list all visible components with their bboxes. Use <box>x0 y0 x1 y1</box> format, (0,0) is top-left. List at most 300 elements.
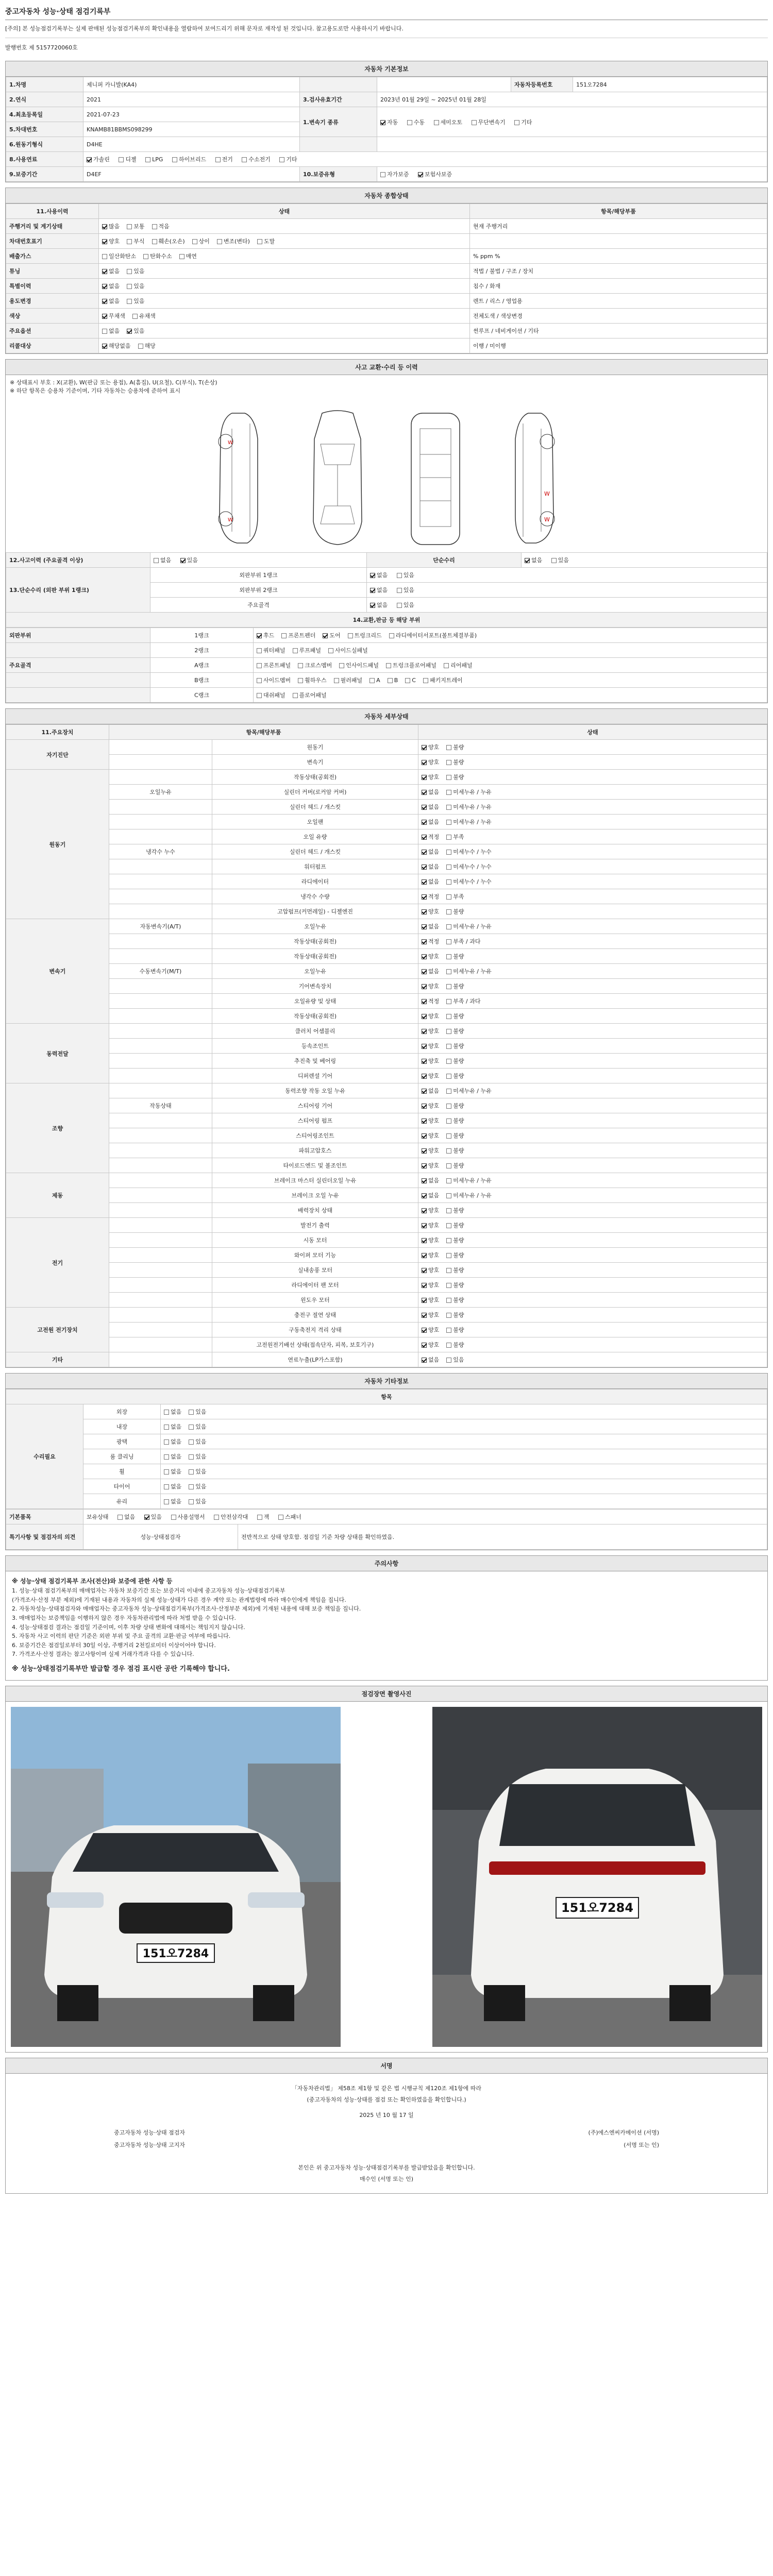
checkbox[interactable] <box>446 850 451 855</box>
detail-sub <box>109 1083 212 1098</box>
checkbox[interactable] <box>422 879 427 885</box>
checkbox[interactable] <box>192 239 197 244</box>
other-row <box>6 1449 767 1464</box>
rear-photo <box>432 1707 762 2047</box>
checkbox[interactable] <box>422 865 427 870</box>
checkbox[interactable] <box>422 1283 427 1288</box>
checkbox[interactable] <box>446 894 451 900</box>
detail-state: 양호 불량 <box>418 904 767 919</box>
detail-state: 양호 불량 <box>418 1113 767 1128</box>
state-options: 없음 있음 <box>99 279 470 294</box>
checkbox[interactable] <box>422 760 427 765</box>
detail-state: 양호 불량 <box>418 770 767 785</box>
detail-state: 양호 불량 <box>418 1158 767 1173</box>
detail-state: 양호 불량 <box>418 979 767 994</box>
checkbox[interactable] <box>422 909 427 914</box>
simple-repair-options: 없음 있음 <box>522 553 767 568</box>
detail-state: 양호 불량 <box>418 1098 767 1113</box>
checkbox[interactable] <box>257 648 262 653</box>
detail-sub <box>109 1278 212 1293</box>
checkbox[interactable] <box>422 1148 427 1154</box>
checkbox[interactable] <box>102 224 107 229</box>
detail-row <box>6 1323 767 1337</box>
note-line: 2. 자동차성능·상태점검자와 매매업자는 중고자동차 성능·상태점검기록부(가격조사·산정부분 제외)에 기재된 내용에 대해 보증 책임을 집니다. <box>12 1605 361 1613</box>
detail-row <box>6 800 767 815</box>
detail-item: 파워고압호스 <box>212 1143 418 1158</box>
detail-item: 고전원전기배선 상태(접속단자, 피복, 보호기구) <box>212 1337 418 1352</box>
detail-item: 냉각수 수량 <box>212 889 418 904</box>
detail-sub <box>109 1352 212 1367</box>
checkbox[interactable] <box>87 157 92 162</box>
checkbox[interactable] <box>446 954 451 959</box>
checkbox[interactable] <box>102 239 107 244</box>
state-label: 주요옵션 <box>6 324 99 338</box>
checkbox[interactable] <box>446 820 451 825</box>
state-label: 리콜대상 <box>6 338 99 353</box>
checkbox[interactable] <box>446 1253 451 1258</box>
detail-item: 스티어링조인트 <box>212 1128 418 1143</box>
detail-item: 작동상태(공회전) <box>212 934 418 949</box>
checkbox[interactable] <box>154 558 159 563</box>
note-line: 4. 성능·상태점검 결과는 점검일 기준이며, 이후 차량 상태 변화에 대해서는 책임지지 않습니다. <box>12 1623 245 1631</box>
checkbox[interactable] <box>179 254 184 259</box>
parts-rank: 2랭크 <box>150 643 254 658</box>
car-right-side-diagram <box>495 408 572 547</box>
checkbox[interactable] <box>102 344 107 349</box>
detail-group: 조향 <box>6 1083 109 1173</box>
detail-sub <box>109 740 212 755</box>
checkbox[interactable] <box>164 1484 169 1489</box>
warranty-options: 자가보증 보험사보증 <box>377 167 767 182</box>
checkbox[interactable] <box>370 603 375 608</box>
checkbox[interactable] <box>472 120 477 125</box>
checkbox[interactable] <box>388 678 393 683</box>
checkbox[interactable] <box>152 239 157 244</box>
checkbox[interactable] <box>422 1178 427 1183</box>
notes-body: ※ 성능·상태 점검기록부 조사(전산)와 보증에 관한 사항 등 1. 성능·상태 점검기록부의 매매업자는 자동차 보증기간 또는 보증거리 이내에 중고자동차 성능·상태점검기록부 (가격조사·산정 부분 제외)에 기재된 내용과 자동차의 실제 성능·상태가 다른 경우 계약 또는 관계법령에 따라 매수인에게 책임을 집니다. 2. 자동차성능·상태점검자와 매매업자는 중고자동차 성능·상태점검기록부(가격조사·산정부분 제외)에 기재된 내용에 대해 보증 책임을 집니다. 3. 매매업자는 보증책임을 이행하지 않은 경우 자동차관리법에 따라 처벌 받을 수 있습니다. 4. 성능·상태점검 결과는 점검일 기준이며, 이후 차량 상태 변화에 대해서는 책임지지 않습니다. 5. 자동차 사고 이력의 판단 기준은 외판 부위 및 주요 골격의 교환·판금 여부에 따릅니다. 6. 보증기간은 점검일로부터 30일 이상, 주행거리 2천킬로미터 이상이어야 합니다. 7. 가격조사·산정 결과는 참고사항이며 실제 거래가격과 다를 수 있습니다. ※ 성능·상태점검기록부만 발급할 경우 점검 표시란 공란 기록해야 합니다. <box>6 1571 767 1680</box>
checkbox[interactable] <box>380 172 385 177</box>
checkbox[interactable] <box>446 1208 451 1213</box>
note-line: 3. 매매업자는 보증책임을 이행하지 않은 경우 자동차관리법에 따라 처벌 받을 수 있습니다. <box>12 1614 236 1621</box>
detail-sub <box>109 979 212 994</box>
checkbox[interactable] <box>422 1208 427 1213</box>
checkbox[interactable] <box>257 663 262 668</box>
checkbox[interactable] <box>334 678 339 683</box>
checkbox[interactable] <box>422 984 427 989</box>
checkbox[interactable] <box>323 633 328 638</box>
other-options: 없음 있음 <box>161 1494 767 1509</box>
detail-group: 전기 <box>6 1218 109 1308</box>
field-value: 2023년 01월 29일 ~ 2025년 01월 28일 <box>377 92 767 107</box>
checkbox[interactable] <box>446 1238 451 1243</box>
checkbox[interactable] <box>446 1313 451 1318</box>
detail-item: 추진축 및 베어링 <box>212 1054 418 1069</box>
checkbox[interactable] <box>446 1148 451 1154</box>
detail-item: 오일유량 및 상태 <box>212 994 418 1009</box>
checkbox[interactable] <box>446 1193 451 1198</box>
checkbox[interactable] <box>132 314 138 319</box>
checkbox[interactable] <box>422 1089 427 1094</box>
checkbox[interactable] <box>189 1469 194 1475</box>
checkbox[interactable] <box>446 999 451 1004</box>
checkbox[interactable] <box>422 924 427 929</box>
checkbox[interactable] <box>397 588 402 593</box>
checkbox[interactable] <box>298 678 303 683</box>
detail-row <box>6 1098 767 1113</box>
checkbox[interactable] <box>446 924 451 929</box>
detail-row <box>6 889 767 904</box>
page-title: 중고자동차 성능·상태 점검기록부 <box>5 5 768 20</box>
checkbox[interactable] <box>143 254 148 259</box>
other-label: 휠 <box>83 1464 161 1479</box>
price-label: 9.보증기간 <box>6 167 83 182</box>
checkbox[interactable] <box>422 1328 427 1333</box>
checkbox[interactable] <box>422 745 427 750</box>
checkbox[interactable] <box>446 1014 451 1019</box>
detail-state-heading: 자동차 세부상태 <box>6 709 767 724</box>
checkbox[interactable] <box>422 805 427 810</box>
checkbox[interactable] <box>446 1268 451 1273</box>
checkbox[interactable] <box>293 693 298 698</box>
checkbox[interactable] <box>102 269 107 274</box>
parts-group <box>6 643 150 658</box>
checkbox[interactable] <box>422 1104 427 1109</box>
checkbox[interactable] <box>298 663 303 668</box>
checkbox[interactable] <box>444 663 449 668</box>
checkbox[interactable] <box>102 284 107 289</box>
frame-label: 13.단순수리 (외판 부위 1랭크) <box>6 568 150 613</box>
checkbox[interactable] <box>422 820 427 825</box>
detail-row <box>6 1218 767 1233</box>
detail-item: 실내송풍 모터 <box>212 1263 418 1278</box>
checkbox[interactable] <box>446 1104 451 1109</box>
checkbox[interactable] <box>422 1133 427 1139</box>
car-diagrams <box>6 398 767 552</box>
checkbox[interactable] <box>397 573 402 578</box>
detail-row <box>6 1009 767 1024</box>
detail-row <box>6 1143 767 1158</box>
checkbox[interactable] <box>217 239 222 244</box>
checkbox[interactable] <box>405 678 410 683</box>
other-row <box>6 1479 767 1494</box>
photos-section <box>5 1686 768 2053</box>
detail-sub <box>109 1233 212 1248</box>
checkbox[interactable] <box>422 835 427 840</box>
checkbox[interactable] <box>422 1044 427 1049</box>
checkbox[interactable] <box>164 1410 169 1415</box>
checkbox[interactable] <box>422 1014 427 1019</box>
checkbox[interactable] <box>446 939 451 944</box>
accident-table: 12.사고이력 (주요골격 이상) 없음 있음 단순수리 없음 있음 13.단순수리 (외판 부위 1랭크) 외판부위 1랭크 없음 있음 외판부위 2랭크 없음 있음 주요골격 없음 있음 14.교환,판금 등 해당 부위 <box>6 552 767 628</box>
detail-row <box>6 755 767 770</box>
detail-row <box>6 1203 767 1218</box>
state-label: 용도변경 <box>6 294 99 309</box>
checkbox[interactable] <box>339 663 344 668</box>
checkbox[interactable] <box>164 1439 169 1445</box>
state-detail: % ppm % <box>470 249 767 264</box>
checkbox[interactable] <box>446 1089 451 1094</box>
checkbox[interactable] <box>189 1425 194 1430</box>
parts-options: 쿼터패널 루프패널 사이드실패널 <box>254 643 767 658</box>
basic-items-label: 기본품목 <box>6 1510 83 1524</box>
plate-front: 151오7284 <box>142 1947 209 1960</box>
checkbox[interactable] <box>446 760 451 765</box>
checkbox[interactable] <box>525 558 530 563</box>
checkbox[interactable] <box>189 1454 194 1460</box>
checkbox[interactable] <box>380 120 385 125</box>
checkbox[interactable] <box>127 284 132 289</box>
checkbox[interactable] <box>446 1029 451 1034</box>
checkbox[interactable] <box>281 633 287 638</box>
checkbox[interactable] <box>551 558 557 563</box>
notes-warning: ※ 성능·상태점검기록부만 발급할 경우 점검 표시란 공란 기록해야 합니다. <box>12 1665 230 1673</box>
checkbox[interactable] <box>446 969 451 974</box>
detail-sub <box>109 994 212 1009</box>
checkbox[interactable] <box>257 239 262 244</box>
checkbox[interactable] <box>446 775 451 780</box>
detail-row <box>6 815 767 829</box>
checkbox[interactable] <box>164 1454 169 1460</box>
detail-state: 없음 미세누유 / 누유 <box>418 1083 767 1098</box>
checkbox[interactable] <box>152 224 157 229</box>
checkbox[interactable] <box>446 1059 451 1064</box>
warranty-label: 10.보증유형 <box>300 167 377 182</box>
detail-sub <box>109 1293 212 1308</box>
signature-body: 「자동차관리법」 제58조 제1항 및 같은 법 시행규칙 제120조 제1항에 따라 (중고자동차의 성능·상태를 점검 또는 확인하였음을 확인합니다.) 2025 년 10 월 17 일 중고자동차 성능·상태 점검자 (주)에스엔씨카메이션 (서명) 중고자동차 성능·상태 고지자 (서명 또는 인) 본인은 위 중고자동차 성능·상태점검기록부를 발급받았음을 확인합니다. 매수인 (서명 또는 인) <box>6 2074 767 2193</box>
checkbox[interactable] <box>189 1439 194 1445</box>
checkbox[interactable] <box>446 865 451 870</box>
detail-sub: 자동변속기(A/T) <box>109 919 212 934</box>
detail-row <box>6 1158 767 1173</box>
checkbox[interactable] <box>257 1515 262 1520</box>
checkbox[interactable] <box>422 939 427 944</box>
other-row <box>6 1494 767 1509</box>
checkbox[interactable] <box>446 1223 451 1228</box>
exterior-heading: 사고 교환·수리 등 이력 <box>6 360 767 375</box>
detail-row <box>6 785 767 800</box>
checkbox[interactable] <box>180 558 186 563</box>
checkbox[interactable] <box>102 254 107 259</box>
checkbox[interactable] <box>119 157 124 162</box>
checkbox[interactable] <box>446 1044 451 1049</box>
checkbox[interactable] <box>446 1163 451 1168</box>
checkbox[interactable] <box>422 1223 427 1228</box>
checkbox[interactable] <box>189 1499 194 1504</box>
checkbox[interactable] <box>446 1178 451 1183</box>
checkbox[interactable] <box>171 1515 176 1520</box>
parts-row <box>6 688 767 703</box>
detail-group: 원동기 <box>6 770 109 919</box>
checkbox[interactable] <box>257 693 262 698</box>
checkbox[interactable] <box>446 1343 451 1348</box>
detail-item: 시동 모터 <box>212 1233 418 1248</box>
detail-row <box>6 904 767 919</box>
checkbox[interactable] <box>422 1163 427 1168</box>
accident-options: 없음 있음 <box>150 553 367 568</box>
checkbox[interactable] <box>102 329 107 334</box>
special-text: 전반적으로 상태 양호함. 점검일 기준 차량 상태를 확인하였음. <box>238 1524 767 1550</box>
col-header: 상태 <box>99 204 470 219</box>
detail-row <box>6 1128 767 1143</box>
checkbox[interactable] <box>164 1425 169 1430</box>
checkbox[interactable] <box>145 157 150 162</box>
detail-state: 양호 불량 <box>418 1039 767 1054</box>
checkbox[interactable] <box>422 1029 427 1034</box>
checkbox[interactable] <box>446 984 451 989</box>
checkbox[interactable] <box>257 633 262 638</box>
checkbox[interactable] <box>446 1118 451 1124</box>
checkbox[interactable] <box>102 299 107 304</box>
checkbox[interactable] <box>164 1499 169 1504</box>
field-label: 5.차대번호 <box>6 122 83 137</box>
state-row <box>6 324 767 338</box>
checkbox[interactable] <box>397 603 402 608</box>
trans-options: 자동 수동 세미오토 무단변속기 기타 <box>377 107 767 137</box>
detail-sub <box>109 1039 212 1054</box>
detail-item: 변속기 <box>212 755 418 770</box>
checkbox[interactable] <box>242 157 247 162</box>
checkbox[interactable] <box>422 999 427 1004</box>
detail-state-table: 11.주요장치 항목/해당부품 상태 자기진단 원동기 양호 불량 변속기 양호 불량 원동기 작동상태(공회전) 양호 불량 오일누유 실린더 커버(로커암 커버) 없음 미세누유 / 누유 실린더 헤드 / 개스킷 없음 미세누유 / 누유 오일팬 없음 미세누유 / 누유 오일 유량 적정 부족 냉각수 누수 실린더 헤드 / 개스킷 없음 미세누수 / 누수 워터펌프 없음 미세누수 / 누수 라디에이터 없음 미세누수 / 누수 냉각수 수량 적정 부족 고압펌프(커먼레일) - 디젤엔진 양호 불량 변속기 자동변속기(A/T) 오일누유 없음 미세누유 / 누유 작동상태(공회전) 적정 부족 / 과다 작동상태(공회전) 양호 불량 수동변속기(M/T) 오일누유 없음 미세누유 / 누유 기어변속장치 양호 불량 오일유량 및 상태 적정 부족 / 과다 작동상태(공회전) 양호 불량 동력전달 클러치 어셈블리 양호 불량 등속조인트 양호 불량 추진축 및 베어링 양호 불량 디퍼렌셜 기어 양호 불량 조향 동력조향 작동 오일 누유 없음 미세누유 / 누유 작동상태 스티어링 기어 양호 불량 스티어링 펌프 양호 불량 스티어링조인트 양호 불량 파워고압호스 양호 불량 타이로드엔드 및 볼조인트 양호 불량 제동 브레이크 마스터 실린더오일 누유 없음 미세누유 / 누유 브레이크 오일 누유 없음 미세누유 / 누유 배력장치 상태 양호 불량 전기 발전기 출력 양호 불량 시동 모터 양호 불량 와이퍼 모터 기능 양호 불량 실내송풍 모터 양호 불량 라디에이터 팬 모터 양호 불량 윈도우 모터 양호 불량 고전원 전기장치 충전구 절연 상태 양호 불량 구동축전지 격리 상태 양호 불량 고전원전기배선 상태(접속단자, 피복, 보호기구) 양호 불량 기타 연료누출(LP가스포함) 없음 있음 <box>6 724 767 1367</box>
other-label: 외장 <box>83 1404 161 1419</box>
checkbox[interactable] <box>422 969 427 974</box>
other-label: 룸 클리닝 <box>83 1449 161 1464</box>
checkbox[interactable] <box>370 573 375 578</box>
detail-item: 동력조향 작동 오일 누유 <box>212 1083 418 1098</box>
checkbox[interactable] <box>348 633 353 638</box>
overall-state-heading: 자동차 종합상태 <box>6 188 767 204</box>
state-options: 무채색 유채색 <box>99 309 470 324</box>
checkbox[interactable] <box>446 1074 451 1079</box>
checkbox[interactable] <box>434 120 439 125</box>
checkbox[interactable] <box>422 1074 427 1079</box>
checkbox[interactable] <box>446 790 451 795</box>
checkbox[interactable] <box>422 1059 427 1064</box>
checkbox[interactable] <box>422 1313 427 1318</box>
detail-state: 양호 불량 <box>418 1248 767 1263</box>
checkbox[interactable] <box>422 1238 427 1243</box>
checkbox[interactable] <box>127 239 132 244</box>
svg-text:W: W <box>544 490 550 497</box>
checkbox[interactable] <box>422 1253 427 1258</box>
checkbox[interactable] <box>422 1298 427 1303</box>
checkbox[interactable] <box>446 1298 451 1303</box>
field-label: 1.차명 <box>6 77 83 92</box>
checkbox[interactable] <box>422 775 427 780</box>
checkbox[interactable] <box>164 1469 169 1475</box>
checkbox[interactable] <box>407 120 412 125</box>
checkbox[interactable] <box>446 1358 451 1363</box>
checkbox[interactable] <box>215 157 221 162</box>
checkbox[interactable] <box>127 269 132 274</box>
checkbox[interactable] <box>257 678 262 683</box>
state-options: 없음 있음 <box>99 294 470 309</box>
detail-group: 변속기 <box>6 919 109 1024</box>
field-label: 6.원동기형식 <box>6 137 83 152</box>
checkbox[interactable] <box>389 633 394 638</box>
checkbox[interactable] <box>172 157 177 162</box>
checkbox[interactable] <box>446 1283 451 1288</box>
basic-info-heading: 자동차 기본정보 <box>6 61 767 77</box>
checkbox[interactable] <box>446 1133 451 1139</box>
checkbox[interactable] <box>370 588 375 593</box>
checkbox[interactable] <box>214 1515 219 1520</box>
checkbox[interactable] <box>189 1410 194 1415</box>
parts-options: 대쉬패널 플로어패널 <box>254 688 767 703</box>
checkbox[interactable] <box>278 1515 283 1520</box>
checkbox[interactable] <box>127 329 132 334</box>
state-options: 일산화탄소 탄화수소 매연 <box>99 249 470 264</box>
checkbox[interactable] <box>386 663 391 668</box>
checkbox[interactable] <box>328 648 333 653</box>
parts-rank: B랭크 <box>150 673 254 688</box>
checkbox[interactable] <box>418 172 423 177</box>
checkbox[interactable] <box>422 1193 427 1198</box>
state-label: 색상 <box>6 309 99 324</box>
checkbox[interactable] <box>117 1515 123 1520</box>
detail-state: 양호 불량 <box>418 1263 767 1278</box>
detail-state: 양호 불량 <box>418 1308 767 1323</box>
svg-text:W: W <box>228 517 233 523</box>
cert-number: 발행번호 제 5157720060호 <box>5 44 78 51</box>
checkbox[interactable] <box>422 1343 427 1348</box>
other-label: 광택 <box>83 1434 161 1449</box>
plate-rear: 151오7284 <box>561 1900 634 1915</box>
signature-section <box>5 2058 768 2194</box>
detail-row <box>6 829 767 844</box>
detail-group: 기타 <box>6 1352 109 1367</box>
checkbox[interactable] <box>422 850 427 855</box>
checkbox[interactable] <box>446 909 451 914</box>
checkbox[interactable] <box>422 1358 427 1363</box>
detail-sub: 냉각수 누수 <box>109 844 212 859</box>
checkbox[interactable] <box>446 879 451 885</box>
checkbox[interactable] <box>423 678 428 683</box>
checkbox[interactable] <box>422 1118 427 1124</box>
checkbox[interactable] <box>144 1515 149 1520</box>
checkbox[interactable] <box>127 299 132 304</box>
checkbox[interactable] <box>446 835 451 840</box>
checkbox[interactable] <box>422 954 427 959</box>
checkbox[interactable] <box>422 1268 427 1273</box>
detail-sub <box>109 1069 212 1083</box>
detail-state: 없음 미세누유 / 누유 <box>418 815 767 829</box>
detail-item: 워터펌프 <box>212 859 418 874</box>
overall-state-section <box>5 188 768 354</box>
detail-sub <box>109 904 212 919</box>
checkbox[interactable] <box>422 790 427 795</box>
detail-item: 실린더 커버(로커암 커버) <box>212 785 418 800</box>
checkbox[interactable] <box>102 314 107 319</box>
detail-row <box>6 1337 767 1352</box>
checkbox[interactable] <box>446 1328 451 1333</box>
checkbox[interactable] <box>369 678 375 683</box>
detail-row <box>6 964 767 979</box>
accident-label: 12.사고이력 (주요골격 이상) <box>6 553 150 568</box>
checkbox[interactable] <box>138 344 143 349</box>
checkbox[interactable] <box>293 648 298 653</box>
detail-sub <box>109 1173 212 1188</box>
checkbox[interactable] <box>127 224 132 229</box>
checkbox[interactable] <box>189 1484 194 1489</box>
detail-group: 동력전달 <box>6 1024 109 1083</box>
checkbox[interactable] <box>514 120 519 125</box>
checkbox[interactable] <box>446 805 451 810</box>
parts-group: 주요골격 <box>6 658 150 673</box>
checkbox[interactable] <box>279 157 284 162</box>
checkbox[interactable] <box>422 894 427 900</box>
checkbox[interactable] <box>446 745 451 750</box>
